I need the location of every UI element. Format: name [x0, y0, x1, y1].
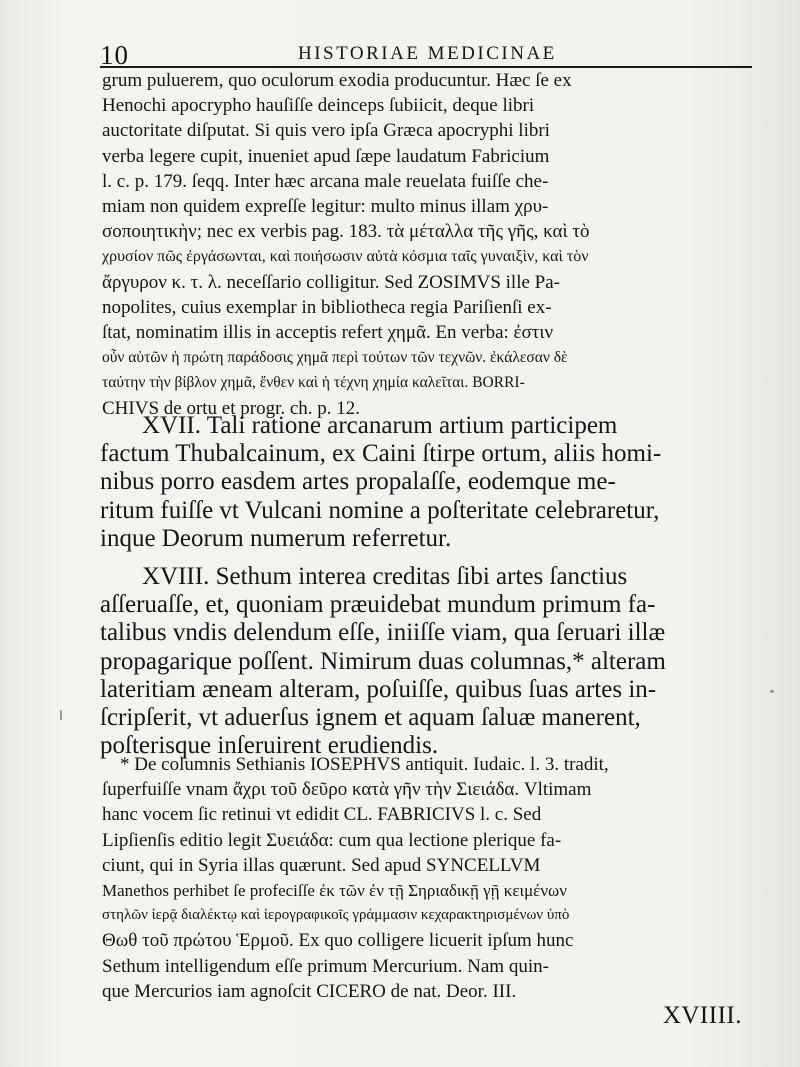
note-line: ciunt, qui in Syria illas quærunt. Sed apud SYNCELLVM [102, 854, 541, 876]
note-line: hanc vocem ſic retinui vt edidit CL. FABRICIVS l. c. Sed [102, 804, 542, 826]
note-line: auctoritate diſputat. Si quis vero ipſa Græca apocryphi libri [102, 120, 550, 142]
note-line: ſuperfuiſſe vnam ἄχρι τοῦ δεῦρο κατὰ γῆν τὴν Σιειάδα. Vltimam [102, 779, 592, 801]
note-line: miam non quidem expreſſe legitur: multo minus illam χρυ- [102, 196, 549, 218]
note-line: l. c. p. 179. ſeqq. Inter hæc arcana male reuelata fuiſſe che- [102, 170, 549, 192]
paragraph-line: factum Thubalcainum, ex Caini ſtirpe ortum, aliis homi- [100, 440, 662, 468]
note-line: ἄργυρον κ. τ. λ. neceſſario colligitur. Sed ZOSIMVS ille Pa- [102, 271, 560, 293]
paper-speck [770, 690, 774, 693]
note-line: Henochi apocrypho hauſiſſe deinceps ſubiicit, deque libri [102, 95, 535, 117]
note-line: ſtat, nominatim illis in acceptis refert χημᾶ. En verba: ἐστιν [102, 322, 554, 344]
paragraph-line: inque Deorum numerum referretur. [100, 524, 452, 552]
note-line: grum puluerem, quo oculorum exodia producuntur. Hæc ſe ex [102, 70, 572, 91]
note-line: στηλῶν ἱερᾷ διαλέκτῳ καὶ ἱερογραφικοῖς γράμμασιν κεχαρακτηρισμένων ὑπὸ [102, 907, 570, 924]
paragraph-line: XVII. Tali ratione arcanarum artium participem [142, 412, 618, 439]
note-line: Manethos perhibet ſe profeciſſe ἐκ τῶν ἐν τῇ Σηριαδικῇ γῇ κειμένων [102, 881, 567, 901]
note-line: verba legere cupit, inueniet apud ſæpe laudatum Fabricium [102, 145, 550, 167]
footnote-continued [102, 68, 760, 421]
note-line: Lipſienſis editio legit Συειάδα: cum qua lectione plerique fa- [102, 829, 562, 851]
paragraph-xviii [100, 563, 760, 760]
paragraph-line: ritum fuiſſe vt Vulcani nomine a poſteritate celebraretur, [100, 496, 660, 524]
paragraph-line: lateritiam æneam alteram, poſuiſſe, quibus ſuas artes in- [100, 675, 657, 703]
note-line: que Mercurios iam agnoſcit CICERO de nat. Deor. III. [102, 980, 517, 1002]
running-title: HISTORIAE MEDICINAE [298, 43, 557, 64]
note-line: οὖν αὐτῶν ἡ πρώτη παράδοσις χημᾶ περὶ τούτων τῶν τεχνῶν. ἐκάλεσαν δὲ [102, 349, 568, 367]
note-line: * De columnis Sethianis IOSEPHVS antiquit. Iudaic. l. 3. tradit, [120, 754, 609, 775]
note-line: CHIVS de ortu et progr. ch. p. 12. [102, 397, 361, 419]
note-line: nopolites, cuius exemplar in bibliotheca regia Pariſienſi ex- [102, 296, 552, 318]
running-header [100, 34, 756, 70]
paragraph-line: ſcripſerit, vt aduerſus ignem et aquam ſaluæ manerent, [100, 704, 641, 732]
note-line: Θωθ τοῦ πρώτου Ἑρμοῦ. Ex quo colligere licuerit ipſum hunc [102, 930, 574, 952]
paper-speck [60, 710, 62, 720]
page-number: 10 [100, 40, 129, 70]
paragraph-xvii [100, 412, 760, 553]
footnote-columns [102, 752, 760, 1004]
note-line: Sethum intelligendum eſſe primum Mercurium. Nam quin- [102, 955, 549, 977]
note-line: σοποιητικὴν; nec ex verbis pag. 183. τὰ μέταλλα τῆς γῆς, καὶ τὸ [102, 221, 590, 243]
catchword: XVIIII. [662, 1002, 742, 1029]
paragraph-line: nibus porro easdem artes propalaſſe, eodemque me- [100, 468, 616, 496]
paragraph-line: poſterisque inſeruirent erudiendis. [100, 732, 439, 760]
paragraph-line: talibus vndis delendum eſſe, iniiſſe viam, qua ſeruari illæ [100, 619, 666, 647]
note-line: ταύτην τὴν βίβλον χημᾶ, ἔνθεν καὶ ἡ τέχνη χημία καλεῖται. BORRI- [102, 374, 525, 392]
note-line: χρυσίον πῶς ἐργάσωνται, καὶ ποιήσωσιν αὐτὰ κόσμια ταῖς γυναιξὶν, καὶ τὸν [102, 248, 589, 266]
paragraph-line: propagarique poſſent. Nimirum duas columnas,* alteram [100, 647, 666, 675]
paragraph-line: aſſeruaſſe, et, quoniam præuidebat mundum primum fa- [100, 591, 656, 619]
paragraph-line: XVIII. Sethum interea creditas ſibi artes ſanctius [142, 563, 628, 590]
